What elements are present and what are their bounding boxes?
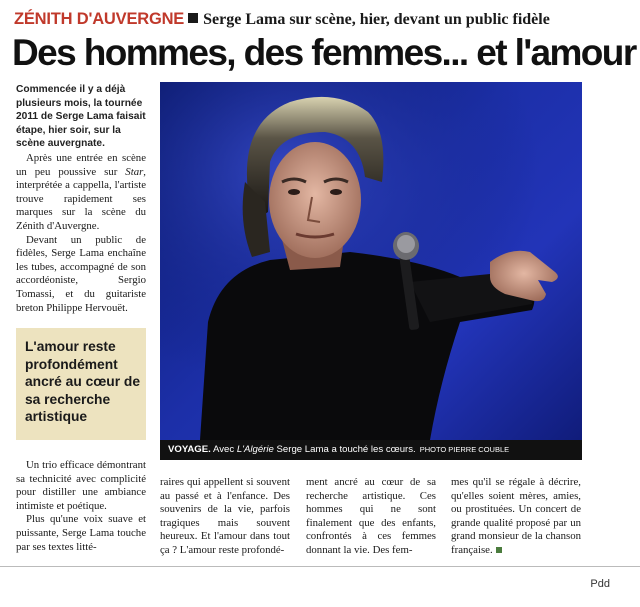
footer-rule — [0, 566, 640, 567]
square-bullet-icon — [188, 13, 198, 23]
body-column-2 — [160, 476, 290, 558]
deck: Serge Lama sur scène, hier, devant un public fidèle — [203, 11, 550, 28]
body-paragraph: raires qui appellent si souvent au passé et à l'enfance. Des souvenirs de la vie, parfois tragiques mais souvent heureux. Et l'amour dans tout ça ? L'amour reste profondé- — [160, 476, 290, 556]
kicker — [14, 8, 614, 31]
body-paragraph: Plus qu'une voix suave et puissante, Serge Lama touche par ses textes litté- — [16, 513, 146, 553]
body-column-1-bottom — [16, 459, 146, 554]
lead-paragraph: Commencée il y a déjà plusieurs mois, la tournée 2011 de Serge Lama faisait étape, hier soir, sur la scène auvergnate. — [16, 84, 146, 150]
body-paragraph: Après une entrée en scène un peu poussive sur Star, interprétée a cappella, l'artiste trouve rapidement ses marques sur la scène du Zénith d'Auvergne. — [16, 152, 146, 232]
headline: Des hommes, des femmes... et l'amour — [12, 32, 636, 73]
photo-caption: VOYAGE. Avec L'Algérie Serge Lama a touché les cœurs. PHOTO PIERRE COUBLE — [160, 440, 582, 460]
body-column-4 — [451, 476, 581, 558]
end-mark-icon — [496, 547, 502, 553]
rubric: ZÉNITH D'AUVERGNE — [14, 10, 185, 28]
photo-credit: PHOTO PIERRE COUBLE — [419, 445, 510, 454]
body-paragraph: Devant un public de fidèles, Serge Lama enchaîne les tubes, accompagné de son accordéoniste, Sergio Tomassi, et du guitariste breton Philippe Hervouët. — [16, 233, 146, 314]
body-paragraph: ment ancré au cœur de sa recherche artistique. Ces hommes qui ne sont finalement que des enfants, confrontés à ces femmes donnant la vie. Des fem- — [306, 476, 436, 556]
concert-photo — [160, 82, 582, 440]
caption-label: VOYAGE. — [168, 444, 211, 455]
body-paragraph: mes qu'il se régale à décrire, qu'elles soient mères, amies, ou prostituées. Un concert de grande qualité proposé par un grand monsieur de la chanson française. — [451, 476, 581, 556]
pull-quote: L'amour reste profondément ancré au cœur de sa recherche artistique — [16, 328, 146, 440]
body-paragraph: Un trio efficace démontrant sa technicité avec complicité pour distiller une ambiance intimiste et poétique. — [16, 459, 146, 512]
footer-signature: Pdd — [590, 578, 610, 590]
body-column-3 — [306, 476, 436, 558]
body-column-1-top — [16, 152, 146, 315]
